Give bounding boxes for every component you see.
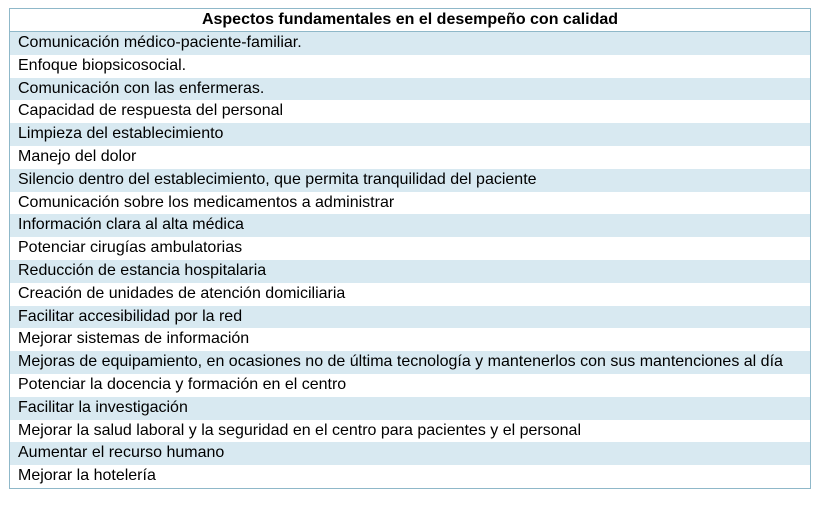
table-row	[10, 374, 811, 397]
quality-aspects-table	[9, 8, 811, 489]
table-row	[10, 214, 811, 237]
table-cell: Potenciar cirugías ambulatorias	[10, 237, 811, 260]
table-cell: Mejorar sistemas de información	[10, 328, 811, 351]
table-cell: Enfoque biopsicosocial.	[10, 55, 811, 78]
table-cell: Mejorar la salud laboral y la seguridad en el centro para pacientes y el personal	[10, 420, 811, 443]
table-cell: Manejo del dolor	[10, 146, 811, 169]
table-cell: Reducción de estancia hospitalaria	[10, 260, 811, 283]
table-row	[10, 283, 811, 306]
table-row	[10, 100, 811, 123]
table-cell: Comunicación sobre los medicamentos a administrar	[10, 192, 811, 215]
table-cell: Comunicación médico-paciente-familiar.	[10, 32, 811, 55]
table-header-row	[10, 9, 811, 32]
table-row	[10, 123, 811, 146]
table-row	[10, 420, 811, 443]
table-cell: Mejorar la hotelería	[10, 465, 811, 488]
table-row	[10, 192, 811, 215]
table-row	[10, 169, 811, 192]
table-cell: Mejoras de equipamiento, en ocasiones no de última tecnología y mantenerlos con sus mantenciones al día	[10, 351, 811, 374]
table-row	[10, 78, 811, 101]
table-cell: Potenciar la docencia y formación en el centro	[10, 374, 811, 397]
table-row	[10, 397, 811, 420]
table-row	[10, 32, 811, 55]
table-cell: Información clara al alta médica	[10, 214, 811, 237]
table-row	[10, 465, 811, 488]
table-row	[10, 146, 811, 169]
table-cell: Creación de unidades de atención domiciliaria	[10, 283, 811, 306]
table-row	[10, 351, 811, 374]
table-cell: Silencio dentro del establecimiento, que permita tranquilidad del paciente	[10, 169, 811, 192]
table-row	[10, 55, 811, 78]
table-cell: Limpieza del establecimiento	[10, 123, 811, 146]
table-row	[10, 442, 811, 465]
table-cell: Facilitar accesibilidad por la red	[10, 306, 811, 329]
table-header: Aspectos fundamentales en el desempeño con calidad	[10, 9, 811, 32]
table-cell: Comunicación con las enfermeras.	[10, 78, 811, 101]
table-row	[10, 260, 811, 283]
table-cell: Capacidad de respuesta del personal	[10, 100, 811, 123]
table-row	[10, 237, 811, 260]
table-body	[10, 32, 811, 489]
table-cell: Facilitar la investigación	[10, 397, 811, 420]
table-row	[10, 328, 811, 351]
table-row	[10, 306, 811, 329]
table-cell: Aumentar el recurso humano	[10, 442, 811, 465]
